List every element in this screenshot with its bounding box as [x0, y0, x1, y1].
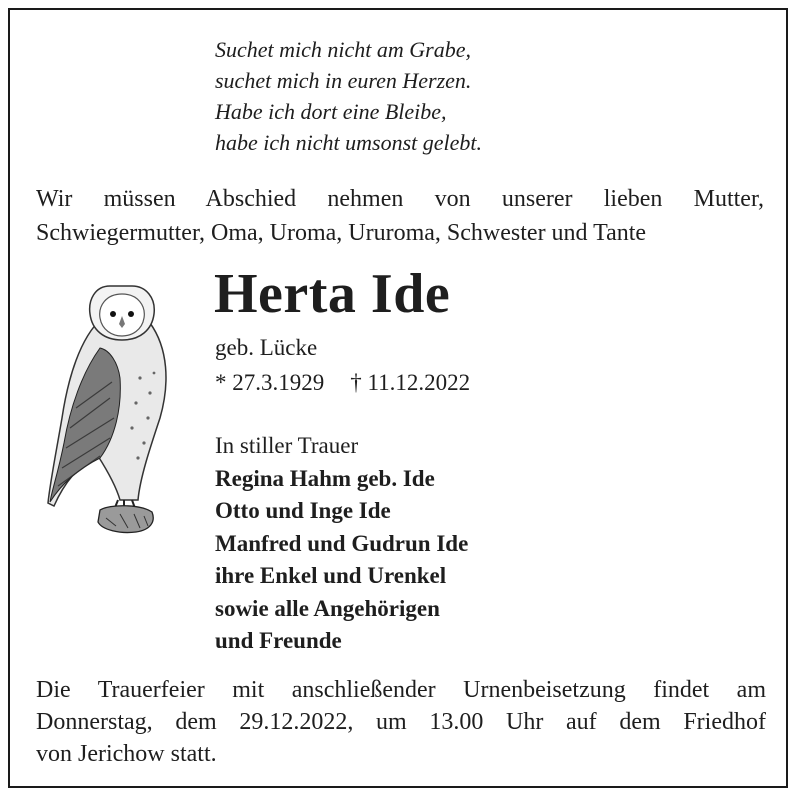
- poem-line: Suchet mich nicht am Grabe,: [215, 37, 471, 62]
- mourners-list: [215, 430, 468, 658]
- intro-line: Schwiegermutter, Oma, Uroma, Ururoma, Schwester und Tante: [36, 220, 647, 246]
- mourner-name: und Freunde: [215, 628, 342, 653]
- birth-date: * 27.3.1929: [215, 370, 325, 395]
- maiden-name: geb. Lücke: [215, 335, 318, 360]
- mourners-heading: In stiller Trauer: [215, 433, 359, 458]
- funeral-line: Donnerstag, dem 29.12.2022, um 13.00 Uhr auf dem Friedhof: [36, 709, 766, 735]
- owl-illustration-icon: [40, 278, 180, 538]
- funeral-line: Die Trauerfeier mit anschließender Urnenbeisetzung findet am: [36, 677, 766, 703]
- mourner-name: sowie alle Angehörigen: [215, 595, 440, 621]
- obituary-notice: [8, 8, 788, 788]
- memorial-poem: [215, 34, 482, 158]
- poem-line: habe ich nicht umsonst gelebt.: [215, 130, 483, 155]
- poem-line: Habe ich dort eine Bleibe,: [215, 99, 447, 124]
- funeral-line: von Jerichow statt.: [36, 741, 217, 767]
- funeral-details: [36, 674, 766, 770]
- mourner-name: Regina Hahm geb. Ide: [215, 465, 435, 491]
- mourner-name: Otto und Inge Ide: [215, 498, 391, 523]
- poem-line: suchet mich in euren Herzen.: [215, 68, 472, 93]
- deceased-name: Herta Ide: [214, 263, 451, 325]
- death-date: † 11.12.2022: [350, 370, 471, 395]
- mourner-name: ihre Enkel und Urenkel: [215, 563, 447, 588]
- mourner-name: Manfred und Gudrun Ide: [215, 530, 469, 556]
- life-dates: [215, 370, 470, 396]
- intro-line: Wir müssen Abschied nehmen von unserer lieben Mutter,: [36, 186, 764, 212]
- farewell-intro: [36, 182, 764, 250]
